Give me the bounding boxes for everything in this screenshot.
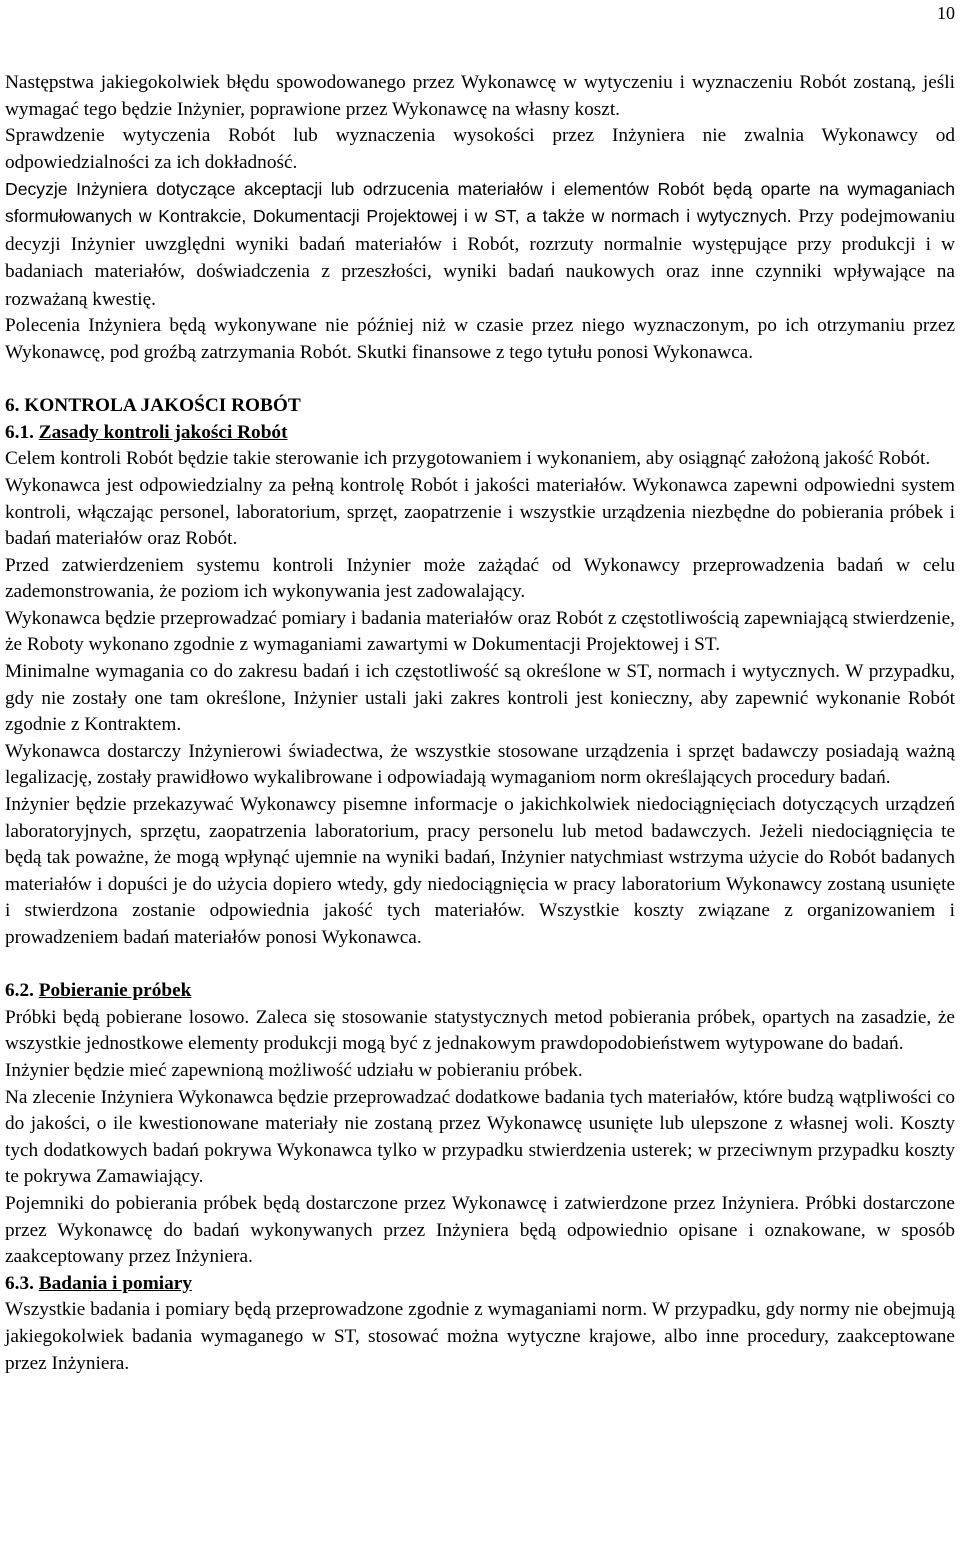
- paragraph: Wykonawca jest odpowiedzialny za pełną kontrolę Robót i jakości materiałów. Wykonawca zapewni odpowiedni system kontroli, włączając personel, laboratorium, sprzęt, zaopatrzenie i wszystkie urządzenia niezbędne do pobierania próbek i badań materiałów oraz Robót.: [5, 474, 955, 550]
- section-title: KONTROLA JAKOŚCI ROBÓT: [24, 395, 301, 417]
- paragraph: [5, 176, 955, 313]
- paragraph-part: Decyzje Inżyniera dotyczące akceptacji lub odrzucenia materiałów i elementów Robót będą oparte na wymaganiach sformułowanych w Kontrakcie, Dokumentacji Projektowej i w ST, a także w normach i wytycznych.: [5, 179, 955, 226]
- subsection-number: 6.1.: [5, 421, 34, 443]
- subsection-title: Badania i pomiary: [38, 1272, 192, 1294]
- paragraph: Następstwa jakiegokolwiek błędu spowodowanego przez Wykonawcę w wytyczeniu i wyznaczeniu Robót zostaną, jeśli wymagać tego będzie Inżynier, poprawione przez Wykonawcę na własny koszt.: [5, 72, 955, 120]
- section-heading: [5, 393, 955, 420]
- paragraph: Polecenia Inżyniera będą wykonywane nie później niż w czasie przez niego wyznaczonym, po ich otrzymaniu przez Wykonawcę, pod groźbą zatrzymania Robót. Skutki finansowe z tego tytułu ponosi Wykonawca.: [5, 315, 955, 363]
- paragraph: Na zlecenie Inżyniera Wykonawca będzie przeprowadzać dodatkowe badania tych materiałów, które budzą wątpliwości co do jakości, o ile kwestionowane materiały nie zostaną przez Wykonawcę usunięte lub ulepszone z własnej woli. Koszty tych dodatkowych badań pokrywa Wykonawca tylko w przypadku stwierdzenia usterek; w przeciwnym przypadku koszty te pokrywa Zamawiający.: [5, 1086, 955, 1188]
- subsection-number: 6.2.: [5, 980, 34, 1002]
- paragraph: Wykonawca dostarczy Inżynierowi świadectwa, że wszystkie stosowane urządzenia i sprzęt badawczy posiadają ważną legalizację, zostały prawidłowo wykalibrowane i odpowiadają wymaganiom norm określających procedury badań.: [5, 740, 955, 789]
- page-number: 10: [937, 3, 955, 23]
- paragraph: Minimalne wymagania co do zakresu badań i ich częstotliwość są określone w ST, normach i wytycznych. W przypadku, gdy nie zostały one tam określone, Inżynier ustali jaki zakres kontroli jest konieczny, aby zapewnić wykonanie Robót zgodnie z Kontraktem.: [5, 661, 955, 736]
- spacer: [5, 367, 955, 394]
- paragraph: Pojemniki do pobierania próbek będą dostarczone przez Wykonawcę i zatwierdzone przez Inżyniera. Próbki dostarczone przez Wykonawcę do badań wykonywanych przez Inżyniera będą odpowiednio opisane i oznakowane, w sposób zaakceptowany przez Inżyniera.: [5, 1192, 955, 1268]
- subsection-heading: [5, 1271, 955, 1298]
- paragraph: Próbki będą pobierane losowo. Zaleca się stosowanie statystycznych metod pobierania próbek, opartych na zasadzie, że wszystkie jednostkowe elementy produkcji mogą być z jednakowym prawdopodobieństwem wytypowane do badań.: [5, 1006, 955, 1055]
- paragraph-part: Przy podejmowaniu decyzji Inżynier uwzględni wyniki badań materiałów i Robót, rozrzuty normalnie występujące przy produkcji i w badaniach materiałów, doświadczenia z przeszłości, wyniki badań naukowych oraz inne czynniki wpływające na rozważaną kwestię.: [5, 205, 955, 310]
- subsection-number: 6.3.: [5, 1272, 34, 1294]
- section-number: 6.: [5, 395, 20, 417]
- subsection-title: Zasady kontroli jakości Robót: [38, 421, 288, 443]
- paragraph: Wszystkie badania i pomiary będą przeprowadzone zgodnie z wymaganiami norm. W przypadku, gdy normy nie obejmują jakiegokolwiek badania wymaganego w ST, stosować można wytyczne krajowe, albo inne procedury, zaakceptowane przez Inżyniera.: [5, 1299, 955, 1374]
- subsection-heading: [5, 420, 955, 447]
- spacer: [5, 952, 955, 979]
- paragraph: Przed zatwierdzeniem systemu kontroli Inżynier może zażądać od Wykonawcy przeprowadzenia badań w celu zademonstrowania, że poziom ich wykonywania jest zadowalający.: [5, 554, 955, 603]
- subsection-title: Pobieranie próbek: [38, 980, 192, 1002]
- subsection-heading: [5, 978, 955, 1005]
- page-content: [5, 70, 955, 1377]
- paragraph: Wykonawca będzie przeprowadzać pomiary i badania materiałów oraz Robót z częstotliwością zapewniającą stwierdzenie, że Roboty wykonano zgodnie z wymaganiami zawartymi w Dokumentacji Projektowej i ST.: [5, 607, 955, 656]
- paragraph: Inżynier będzie przekazywać Wykonawcy pisemne informacje o jakichkolwiek niedociągnięciach dotyczących urządzeń laboratoryjnych, sprzętu, zaopatrzenia laboratorium, pracy personelu lub metod badawczych. Jeżeli niedociągnięcia te będą tak poważne, że mogą wpłynąć ujemnie na wyniki badań, Inżynier natychmiast wstrzyma użycie do Robót badanych materiałów i dopuści je do użycia dopiero wtedy, gdy niedociągnięcia w pracy laboratorium Wykonawcy zostaną usunięte i stwierdzona zostanie odpowiednia jakość tych materiałów. Wszystkie koszty związane z organizowaniem i prowadzeniem badań materiałów ponosi Wykonawca.: [5, 794, 955, 948]
- paragraph: Celem kontroli Robót będzie takie sterowanie ich przygotowaniem i wykonaniem, aby osiągnąć założoną jakość Robót.: [5, 448, 931, 470]
- paragraph: Sprawdzenie wytyczenia Robót lub wyznaczenia wysokości przez Inżyniera nie zwalnia Wykonawcy od odpowiedzialności za ich dokładność.: [5, 125, 955, 173]
- paragraph: Inżynier będzie mieć zapewnioną możliwość udziału w pobieraniu próbek.: [5, 1059, 583, 1081]
